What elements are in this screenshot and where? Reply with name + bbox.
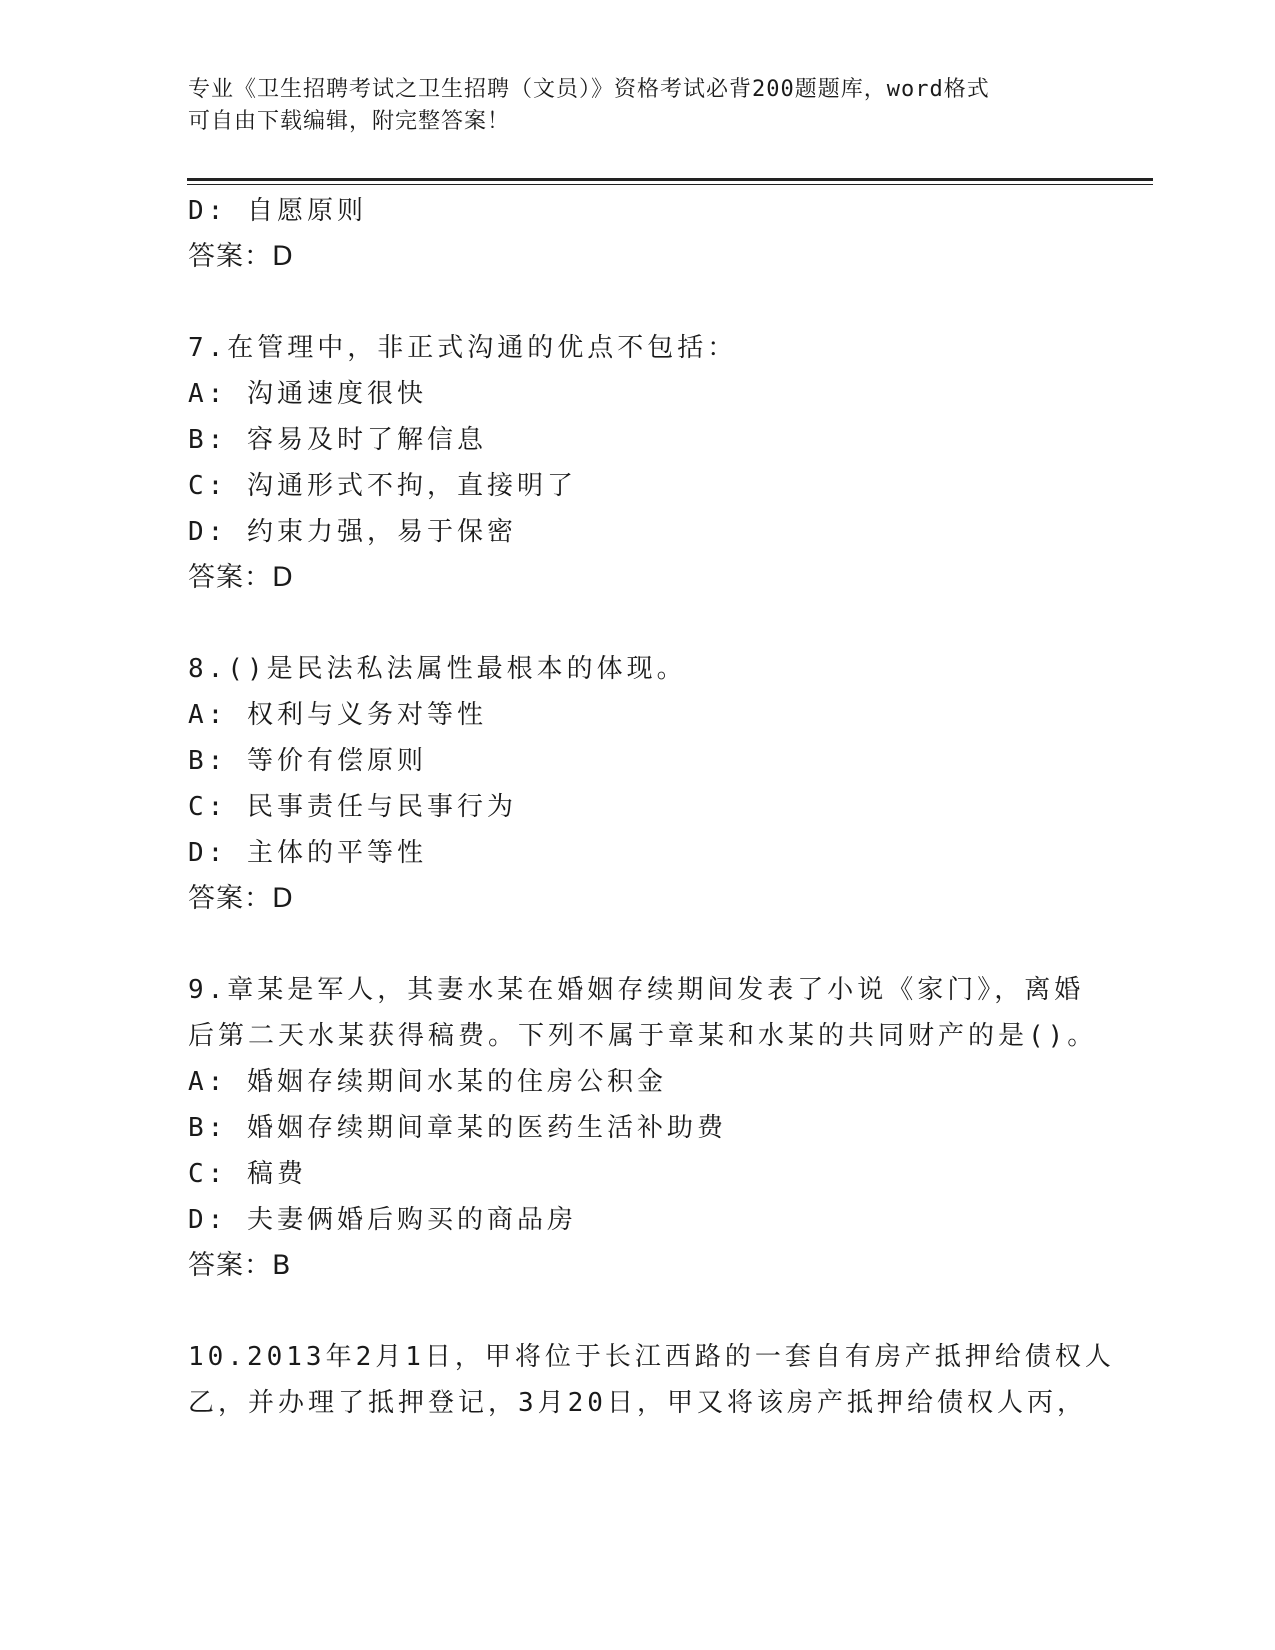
question-stem: 8.()是民法私法属性最根本的体现。 bbox=[188, 654, 687, 684]
question-stem-line-1: 9.章某是军人，其妻水某在婚姻存续期间发表了小说《家门》，离婚 bbox=[188, 975, 1085, 1005]
document-header bbox=[188, 74, 1068, 138]
option-d: D: 夫妻俩婚后购买的商品房 bbox=[188, 1205, 577, 1235]
question-6-tail bbox=[188, 188, 1088, 280]
option-d: D: 约束力强，易于保密 bbox=[188, 517, 517, 547]
answer: 答案：D bbox=[188, 562, 294, 593]
question-stem-line-2: 乙，并办理了抵押登记，3月20日，甲又将该房产抵押给债权人丙， bbox=[188, 1388, 1087, 1418]
option-c: C: 稿费 bbox=[188, 1159, 307, 1189]
answer: 答案：D bbox=[188, 241, 294, 272]
header-divider-thick bbox=[187, 178, 1153, 181]
question-stem-line-2: 后第二天水某获得稿费。下列不属于章某和水某的共同财产的是()。 bbox=[188, 1021, 1098, 1051]
question-9 bbox=[188, 967, 1098, 1289]
question-7 bbox=[188, 325, 1088, 601]
question-10 bbox=[188, 1334, 1115, 1426]
option-c: C: 沟通形式不拘，直接明了 bbox=[188, 471, 577, 501]
option-c: C: 民事责任与民事行为 bbox=[188, 792, 517, 822]
option-d: D: 主体的平等性 bbox=[188, 838, 427, 868]
option-b: B: 容易及时了解信息 bbox=[188, 425, 487, 455]
question-stem: 7.在管理中，非正式沟通的优点不包括： bbox=[188, 333, 738, 363]
question-8 bbox=[188, 646, 1088, 922]
option-b: B: 婚姻存续期间章某的医药生活补助费 bbox=[188, 1113, 727, 1143]
option-d: D: 自愿原则 bbox=[188, 196, 367, 226]
answer: 答案：B bbox=[188, 1250, 292, 1281]
option-a: A: 婚姻存续期间水某的住房公积金 bbox=[188, 1067, 667, 1097]
option-a: A: 权利与义务对等性 bbox=[188, 700, 487, 730]
answer: 答案：D bbox=[188, 883, 294, 914]
option-b: B: 等价有偿原则 bbox=[188, 746, 427, 776]
question-stem-line-1: 10.2013年2月1日，甲将位于长江西路的一套自有房产抵押给债权人 bbox=[188, 1342, 1115, 1372]
option-a: A: 沟通速度很快 bbox=[188, 379, 427, 409]
header-line-1: 专业《卫生招聘考试之卫生招聘（文员）》资格考试必背200题题库，word格式 bbox=[188, 77, 990, 102]
header-line-2: 可自由下载编辑，附完整答案！ bbox=[188, 109, 511, 134]
header-divider-thin bbox=[187, 184, 1153, 185]
document-body bbox=[188, 188, 1115, 1426]
